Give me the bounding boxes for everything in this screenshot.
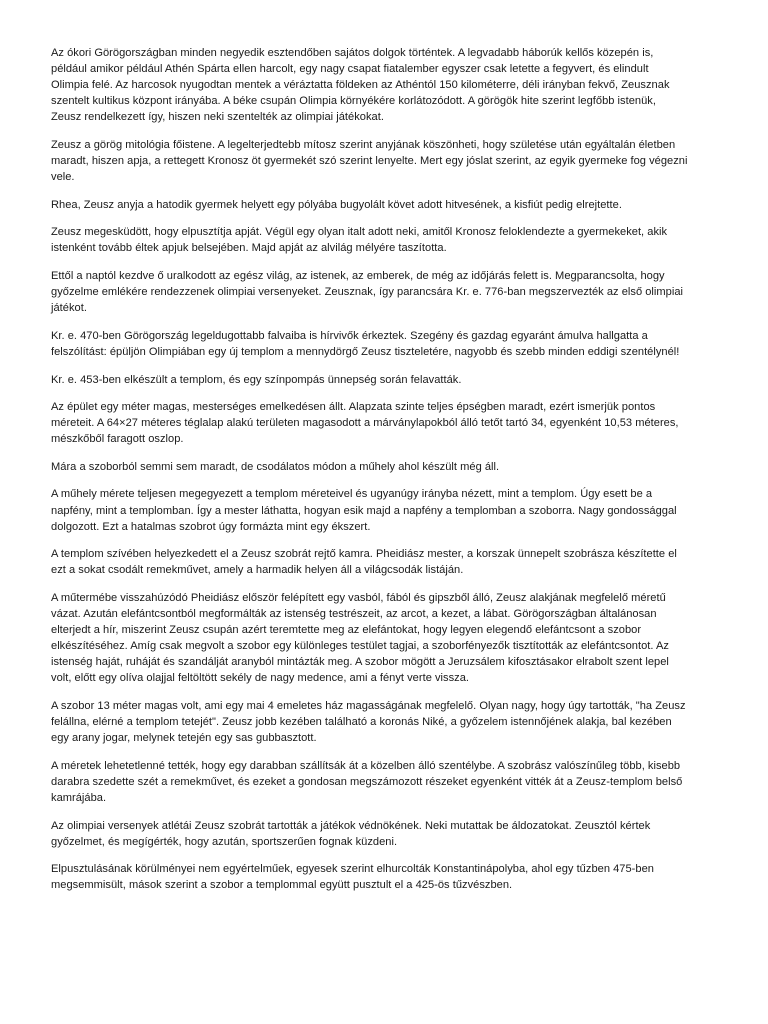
- paragraph: Elpusztulásának körülményei nem egyértelműek, egyesek szerint elhurcolták Konstantinápolyba, ahol egy tűzben 475-ben megsemmisült, mások szerint a szobor a templommal együtt pusztult el a 425-ös tűzvészben.: [51, 863, 654, 892]
- paragraph: Kr. e. 470-ben Görögország legeldugottabb falvaiba is hírvivők érkeztek. Szegény és gazdag egyaránt ámulva hallgatta a felszólítást: épüljön Olimpiában egy új templom a mennydörgő Zeusz tiszteletére, nagyobb és szebb minden eddigi szentélynél!: [51, 329, 680, 358]
- paragraph: A méretek lehetetlenné tették, hogy egy darabban szállítsák át a közelben álló szentélybe. A szobrász valószínűleg több, kisebb darabra szedette szét a remekművet, és ezeket a gondosan megszámozott részeket egyenként vitték át a Zeusz-templom belső kamrájába.: [51, 759, 683, 804]
- paragraph: Kr. e. 453-ben elkészült a templom, és egy színpompás ünnepség során felavatták.: [51, 373, 462, 386]
- paragraph: Az ókori Görögországban minden negyedik esztendőben sajátos dolgok történtek. A legvadabb háborúk kellős közepén is, például amikor például Athén Spárta ellen harcolt, egy nagy csapat fiatalember egyszer csak letette a fegyvert, és elindult Olimpia felé. Az harcosok nyugodtan mentek a véráztatta földeken az Athéntól 150 kilométerre, déli irányban fekvő, Zeusznak szentelt kultikus központ irányába. A béke csupán Olimpia környékére korlátozódott. A görögök hite szerint legfőbb istenük, Zeusz rendelkezett így, hiszen neki szentelték az olimpiai játékokat.: [51, 47, 670, 124]
- paragraph: Az olimpiai versenyek atlétái Zeusz szobrát tartották a játékok védnökének. Neki mutattak be áldozatokat. Zeusztól kértek győzelmet, és megígérték, hogy azután, sportszerűen fognak küzdeni.: [51, 819, 651, 848]
- paragraph: A templom szívében helyezkedett el a Zeusz szobrát rejtő kamra. Pheidiász mester, a korszak ünnepelt szobrásza készítette el ezt a sokat csodált remekművet, amely a harmadik helyen áll a világcsodák listáján.: [51, 548, 677, 577]
- paragraph: Rhea, Zeusz anyja a hatodik gyermek helyett egy pólyába bugyolált követ adott hitvesének, a kisfiút pedig elrejtette.: [51, 198, 622, 211]
- paragraph: Mára a szoborból semmi sem maradt, de csodálatos módon a műhely ahol készült még áll.: [51, 460, 500, 473]
- paragraph: Az épület egy méter magas, mesterséges emelkedésen állt. Alapzata szinte teljes épségben maradt, ezért ismerjük pontos méreteit. A 64×27 méteres téglalap alakú területen magasodott a márványlapokból álló tetőt tartó 34, egyenként 10,53 méteres, mészkőből faragott oszlop.: [51, 401, 679, 446]
- paragraph: Zeusz a görög mitológia főistene. A legelterjedtebb mítosz szerint anyjának köszönheti, hogy születése után egyáltalán életben maradt, hiszen apja, a rettegett Kronosz öt gyermekét szó szerint lenyelte. Mert egy jóslat szerint, az egyik gyermeke fog végezni vele.: [51, 138, 688, 184]
- paragraph: Ettől a naptól kezdve ő uralkodott az egész világ, az istenek, az emberek, de még az időjárás felett is. Megparancsolta, hogy győzelme emlékére rendezzenek olimpiai versenyeket. Zeusznak, így parancsára Kr. e. 776-ban megszervezték az első olimpiai játékot.: [51, 270, 684, 315]
- paragraph: A műhely mérete teljesen megegyezett a templom méreteivel és ugyanúgy irányba nézett, mint a templom. Úgy esett be a napfény, mint a templomban. Így a mester láthatta, hogyan esik majd a napfény a templomban a szoborra. Nagy gondossággal dolgozott. Ezt a hatalmas szobrot úgy formázta mint egy ékszert.: [51, 488, 677, 533]
- paragraph: A szobor 13 méter magas volt, ami egy mai 4 emeletes ház magasságának megfelelő. Olyan nagy, hogy úgy tartották, "ha Zeusz felállna, elérné a templom tetejét". Zeusz jobb kezében található a koronás Niké, a győzelem istennőjének alakja, bal kezében egy arany jogar, melynek tetején egy sas gubbasztott.: [51, 700, 686, 745]
- paragraph: A műtermébe visszahúzódó Pheidiász először felépített egy vasból, fából és gipszből álló, Zeusz alakjának megfelelő méretű vázat. Azután elefántcsontból megformálták az istenség testrészeit, az arcot, a kezet, a lábat. Görögországban általánosan elterjedt a hír, miszerint Zeusz csupán azért teremtette meg az elefántokat, hogy legyen elegendő elefántcsont a szobor elkészítéséhez. Amíg csak megvolt a szobor egy különleges testület tagjai, a szoborfényezők tisztították az elefántcsontot. Az istenség haját, ruháját és szandálját aranyból mintázták meg. A szobor mögött a Jeruzsálem kifosztásakor elrabolt szent lepel volt, előtt egy olíva olajjal feltöltött sekély de nagy medence, ami a fényt verte vissza.: [51, 591, 669, 685]
- paragraph: Zeusz megesküdött, hogy elpusztítja apját. Végül egy olyan italt adott neki, amitől Kronosz feloklendezte a gyermekeket, akik istenként tovább éltek apjuk belsejében. Majd apját az alvilág mélyére taszította.: [51, 226, 668, 255]
